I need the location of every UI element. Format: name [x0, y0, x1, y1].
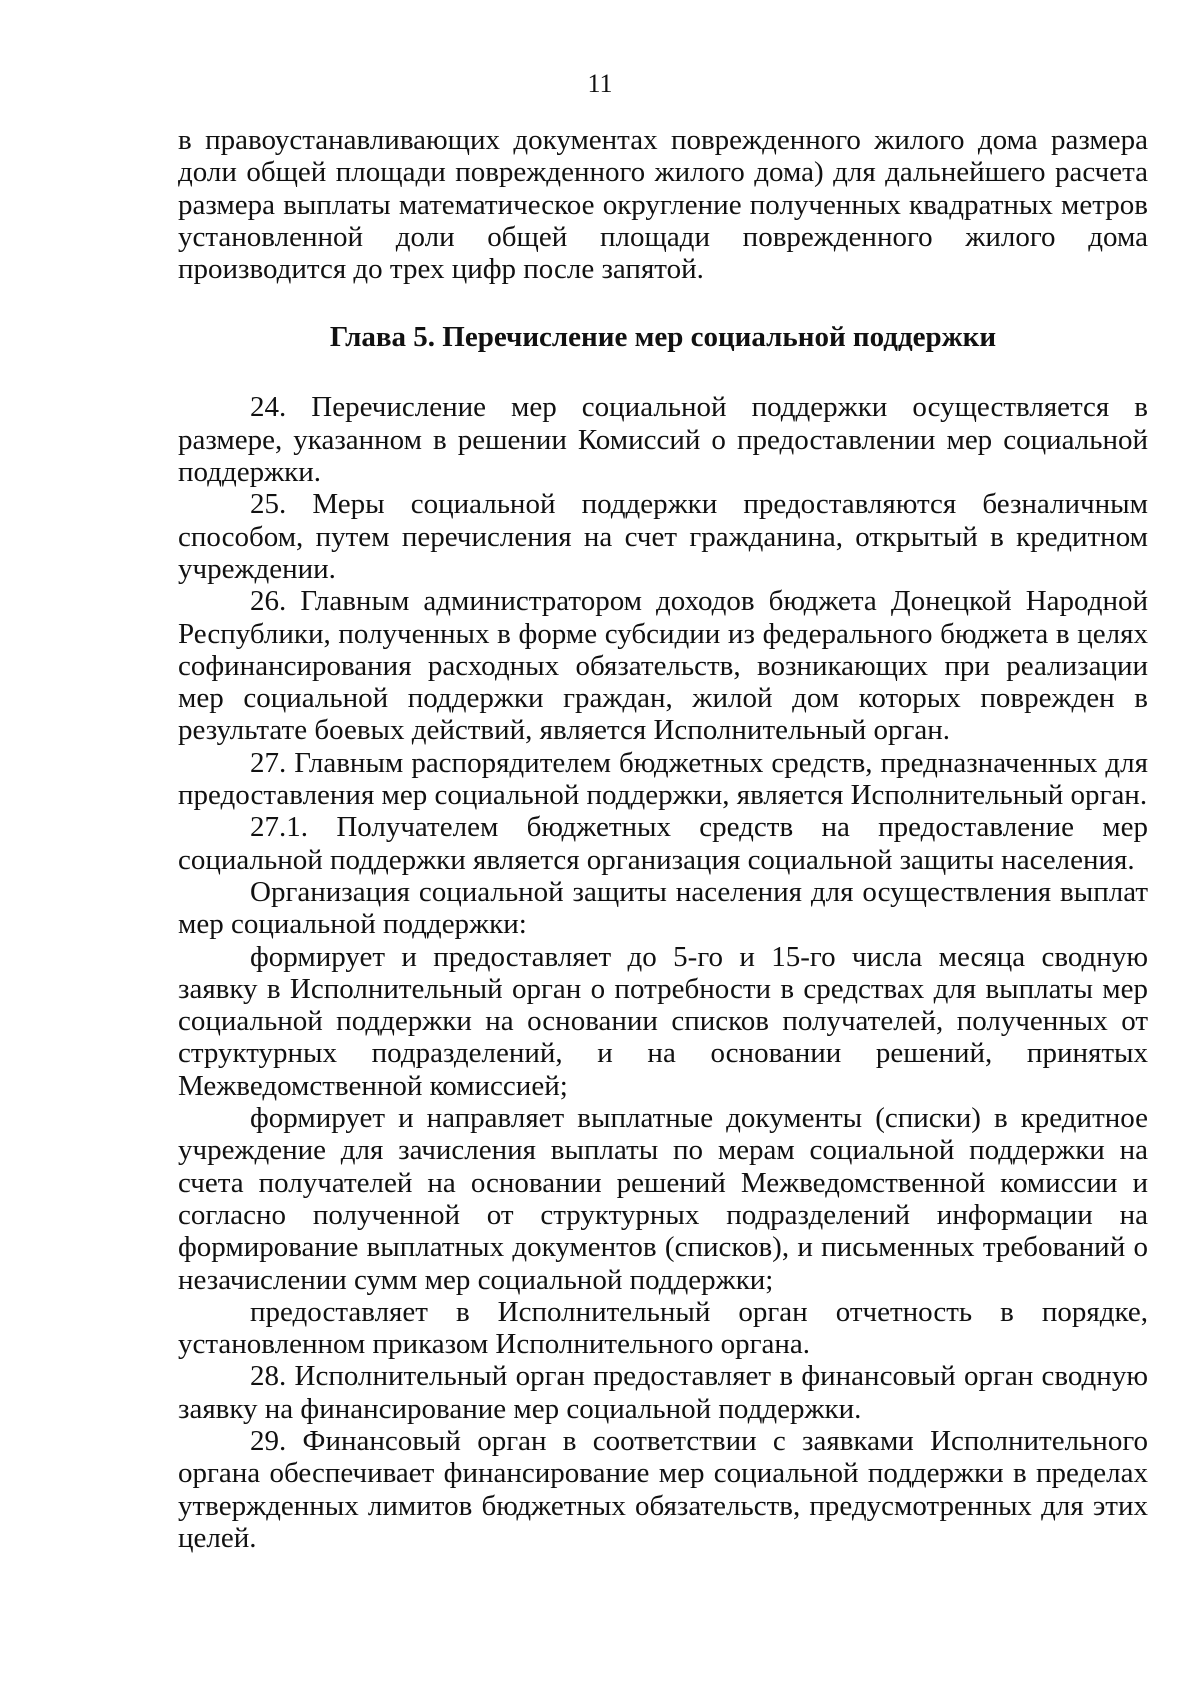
paragraph-29 [178, 1425, 1148, 1554]
paragraph-text: Перечисление мер социальной поддержки осуществляется в размере, указанном в решении Комиссий о предоставлении мер социальной поддержки. [178, 391, 1148, 489]
paragraph-28 [178, 1360, 1148, 1425]
paragraph-number: 29. [250, 1424, 287, 1457]
paragraph-text: Главным распорядителем бюджетных средств, предназначенных для предоставления мер социальной поддержки, является Исполнительный орган. [178, 746, 1148, 812]
paragraph-organization-duties: Организация социальной защиты населения для осуществления выплат мер социальной поддержки: [178, 875, 1148, 941]
paragraph-27-1 [178, 811, 1148, 876]
paragraph-number: 24. [250, 391, 287, 424]
paragraph-25 [178, 488, 1148, 585]
document-body [178, 124, 1148, 1554]
paragraph-26 [178, 585, 1148, 746]
paragraph-24 [178, 391, 1148, 488]
paragraph-text: Финансовый орган в соответствии с заявками Исполнительного органа обеспечивает финансирование мер социальной поддержки в пределах утвержденных лимитов бюджетных обязательств, предусмотренных для этих целей. [178, 1424, 1148, 1554]
paragraph-duty-forms-request: формирует и предоставляет до 5-го и 15-го числа месяца сводную заявку в Исполнительный орган о потребности в средствах для выплаты мер социальной поддержки на основании списков получателей, полученных от структурных подразделений, и на основании решений, принятых Межведомственной комиссией; [178, 940, 1148, 1102]
paragraph-number: 26. [250, 585, 287, 618]
paragraph-number: 28. [250, 1360, 287, 1393]
paragraph-duty-payment-documents: формирует и направляет выплатные документы (списки) в кредитное учреждение для зачисления выплаты по мерам социальной поддержки на счета получателей на основании решений Межведомственной комиссии и согласно полученной от структурных подразделений информации на формирование выплатных документов (списков), и письменных требований о незачислении сумм мер социальной поддержки; [178, 1102, 1148, 1296]
page-number: 11 [587, 69, 613, 98]
paragraph-text: Исполнительный орган предоставляет в финансовый орган сводную заявку на финансирование мер социальной поддержки. [178, 1360, 1148, 1425]
paragraph-text: Получателем бюджетных средств на предоставление мер социальной поддержки является организация социальной защиты населения. [178, 811, 1149, 876]
paragraph-27 [178, 747, 1148, 812]
paragraph-duty-reporting: предоставляет в Исполнительный орган отчетность в порядке, установленном приказом Исполнительного органа. [178, 1295, 1148, 1361]
paragraph-number: 27.1. [250, 811, 308, 844]
paragraph-number: 25. [250, 488, 287, 521]
paragraph-text: Меры социальной поддержки предоставляются безналичным способом, путем перечисления на счет гражданина, открытый в кредитном учреждении. [178, 488, 1148, 585]
paragraph-number: 27. [250, 746, 287, 779]
intro-paragraph: в правоустанавливающих документах поврежденного жилого дома размера доли общей площади поврежденного жилого дома) для дальнейшего расчета размера выплаты математическое округление полученных квадратных метров установленной доли общей площади поврежденного жилого дома производится до трех цифр после запятой. [178, 124, 1148, 286]
chapter-heading: Глава 5. Перечисление мер социальной поддержки [329, 321, 997, 354]
paragraph-text: Главным администратором доходов бюджета Донецкой Народной Республики, полученных в форме субсидии из федерального бюджета в целях софинансирования расходных обязательств, возникающих при реализации мер социальной поддержки граждан, жилой дом которых поврежден в результате боевых действий, является Исполнительный орган. [178, 585, 1148, 747]
